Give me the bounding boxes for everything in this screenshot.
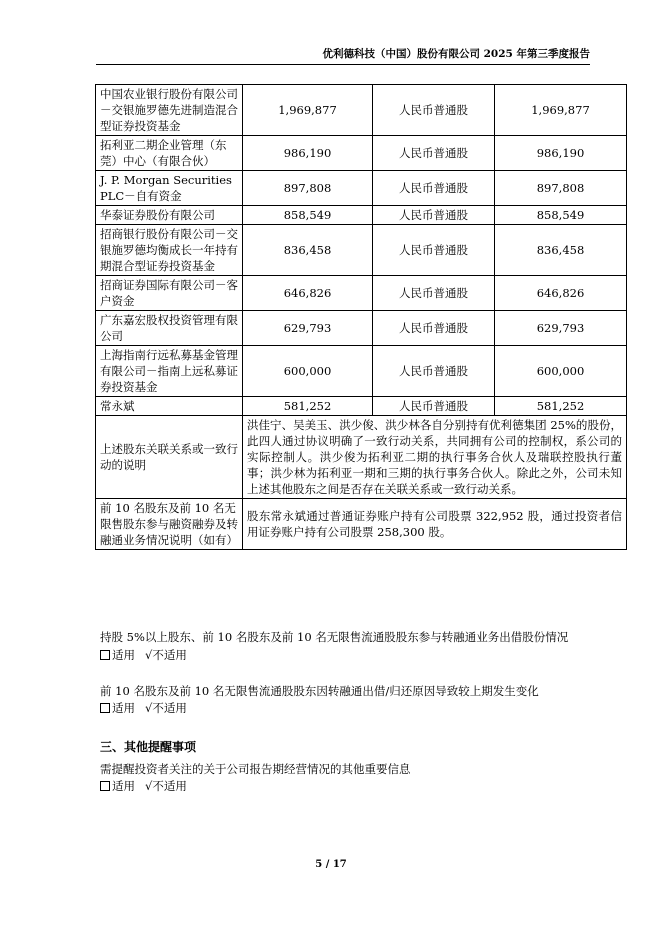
share-class-cell: 人民币普通股 xyxy=(373,346,495,397)
check-mark-icon: √ xyxy=(145,779,153,793)
share-class-cell: 人民币普通股 xyxy=(373,85,495,136)
note-label-cell: 上述股东关联关系或一致行动的说明 xyxy=(96,416,243,499)
check-mark-icon: √ xyxy=(145,701,153,715)
share-class-cell: 人民币普通股 xyxy=(373,225,495,276)
class-shares-cell: 646,826 xyxy=(495,276,627,311)
table-row xyxy=(96,311,627,346)
holder-name-cell: 拓利亚二期企业管理（东莞）中心（有限合伙） xyxy=(96,136,243,171)
section-3-options xyxy=(100,777,187,795)
shares-cell: 858,549 xyxy=(243,206,373,225)
applicable-checkbox[interactable] xyxy=(100,650,110,660)
not-applicable-label: 不适用 xyxy=(152,648,187,662)
section-3-text: 需提醒投资者关注的关于公司报告期经营情况的其他重要信息 xyxy=(100,762,411,776)
holder-name-cell: J. P. Morgan Securities PLC－自有资金 xyxy=(96,171,243,206)
table-row xyxy=(96,225,627,276)
applicable-label: 适用 xyxy=(112,701,135,715)
note-label-cell: 前 10 名股东及前 10 名无限售股东参与融资融券及转融通业务情况说明（如有） xyxy=(96,499,243,550)
applicable-checkbox[interactable] xyxy=(100,703,110,713)
shares-cell: 897,808 xyxy=(243,171,373,206)
shares-cell: 581,252 xyxy=(243,397,373,416)
holder-name-cell: 常永斌 xyxy=(96,397,243,416)
class-shares-cell: 897,808 xyxy=(495,171,627,206)
lending-statement: 持股 5%以上股东、前 10 名股东及前 10 名无限售流通股股东参与转融通业务出借股份情况 xyxy=(100,630,569,644)
change-options xyxy=(100,699,187,717)
section-3-title: 三、其他提醒事项 xyxy=(100,740,197,754)
holder-name-cell: 上海指南行远私募基金管理有限公司－指南上远私募证券投资基金 xyxy=(96,346,243,397)
table-row xyxy=(96,136,627,171)
holder-name-cell: 招商证券国际有限公司－客户资金 xyxy=(96,276,243,311)
class-shares-cell: 629,793 xyxy=(495,311,627,346)
class-shares-cell: 600,000 xyxy=(495,346,627,397)
holder-name-cell: 广东嘉宏股权投资管理有限公司 xyxy=(96,311,243,346)
table-row xyxy=(96,276,627,311)
shareholders-table xyxy=(95,84,627,550)
class-shares-cell: 986,190 xyxy=(495,136,627,171)
share-class-cell: 人民币普通股 xyxy=(373,171,495,206)
share-class-cell: 人民币普通股 xyxy=(373,136,495,171)
share-class-cell: 人民币普通股 xyxy=(373,276,495,311)
shares-cell: 629,793 xyxy=(243,311,373,346)
note-text-cell: 洪佳宁、吴美玉、洪少俊、洪少林各自分别持有优利德集团 25%的股份，此四人通过协议明确了一致行动关系，共同拥有公司的控制权，系公司的实际控制人。洪少俊为拓利亚二期的执行事务合伙人及瑞联控股执行董事；洪少林为拓利亚一期和三期的执行事务合伙人。除此之外，公司未知上述其他股东之间是否存在关联关系或一致行动关系。 xyxy=(243,416,627,499)
share-class-cell: 人民币普通股 xyxy=(373,397,495,416)
shares-cell: 1,969,877 xyxy=(243,85,373,136)
applicable-label: 适用 xyxy=(112,779,135,793)
not-applicable-label: 不适用 xyxy=(152,701,187,715)
report-header: 优利德科技（中国）股份有限公司 2025 年第三季度报告 xyxy=(96,46,590,65)
shares-cell: 986,190 xyxy=(243,136,373,171)
class-shares-cell: 581,252 xyxy=(495,397,627,416)
lending-options xyxy=(100,646,187,664)
note-row xyxy=(96,416,627,499)
holder-name-cell: 华泰证券股份有限公司 xyxy=(96,206,243,225)
note-row xyxy=(96,499,627,550)
table-row xyxy=(96,85,627,136)
shares-cell: 600,000 xyxy=(243,346,373,397)
page-number: 5 / 17 xyxy=(315,859,347,870)
applicable-label: 适用 xyxy=(112,648,135,662)
table-row xyxy=(96,346,627,397)
shares-cell: 836,458 xyxy=(243,225,373,276)
holder-name-cell: 中国农业银行股份有限公司－交银施罗德先进制造混合型证券投资基金 xyxy=(96,85,243,136)
class-shares-cell: 858,549 xyxy=(495,206,627,225)
not-applicable-label: 不适用 xyxy=(152,779,187,793)
table-row xyxy=(96,171,627,206)
class-shares-cell: 836,458 xyxy=(495,225,627,276)
applicable-checkbox[interactable] xyxy=(100,781,110,791)
table-row xyxy=(96,206,627,225)
change-statement: 前 10 名股东及前 10 名无限售流通股股东因转融通出借/归还原因导致较上期发生变化 xyxy=(100,684,539,698)
check-mark-icon: √ xyxy=(145,648,153,662)
share-class-cell: 人民币普通股 xyxy=(373,206,495,225)
table-row xyxy=(96,397,627,416)
share-class-cell: 人民币普通股 xyxy=(373,311,495,346)
note-text-cell: 股东常永斌通过普通证券账户持有公司股票 322,952 股，通过投资者信用证券账户持有公司股票 258,300 股。 xyxy=(243,499,627,550)
class-shares-cell: 1,969,877 xyxy=(495,85,627,136)
holder-name-cell: 招商银行股份有限公司－交银施罗德均衡成长一年持有期混合型证券投资基金 xyxy=(96,225,243,276)
shares-cell: 646,826 xyxy=(243,276,373,311)
